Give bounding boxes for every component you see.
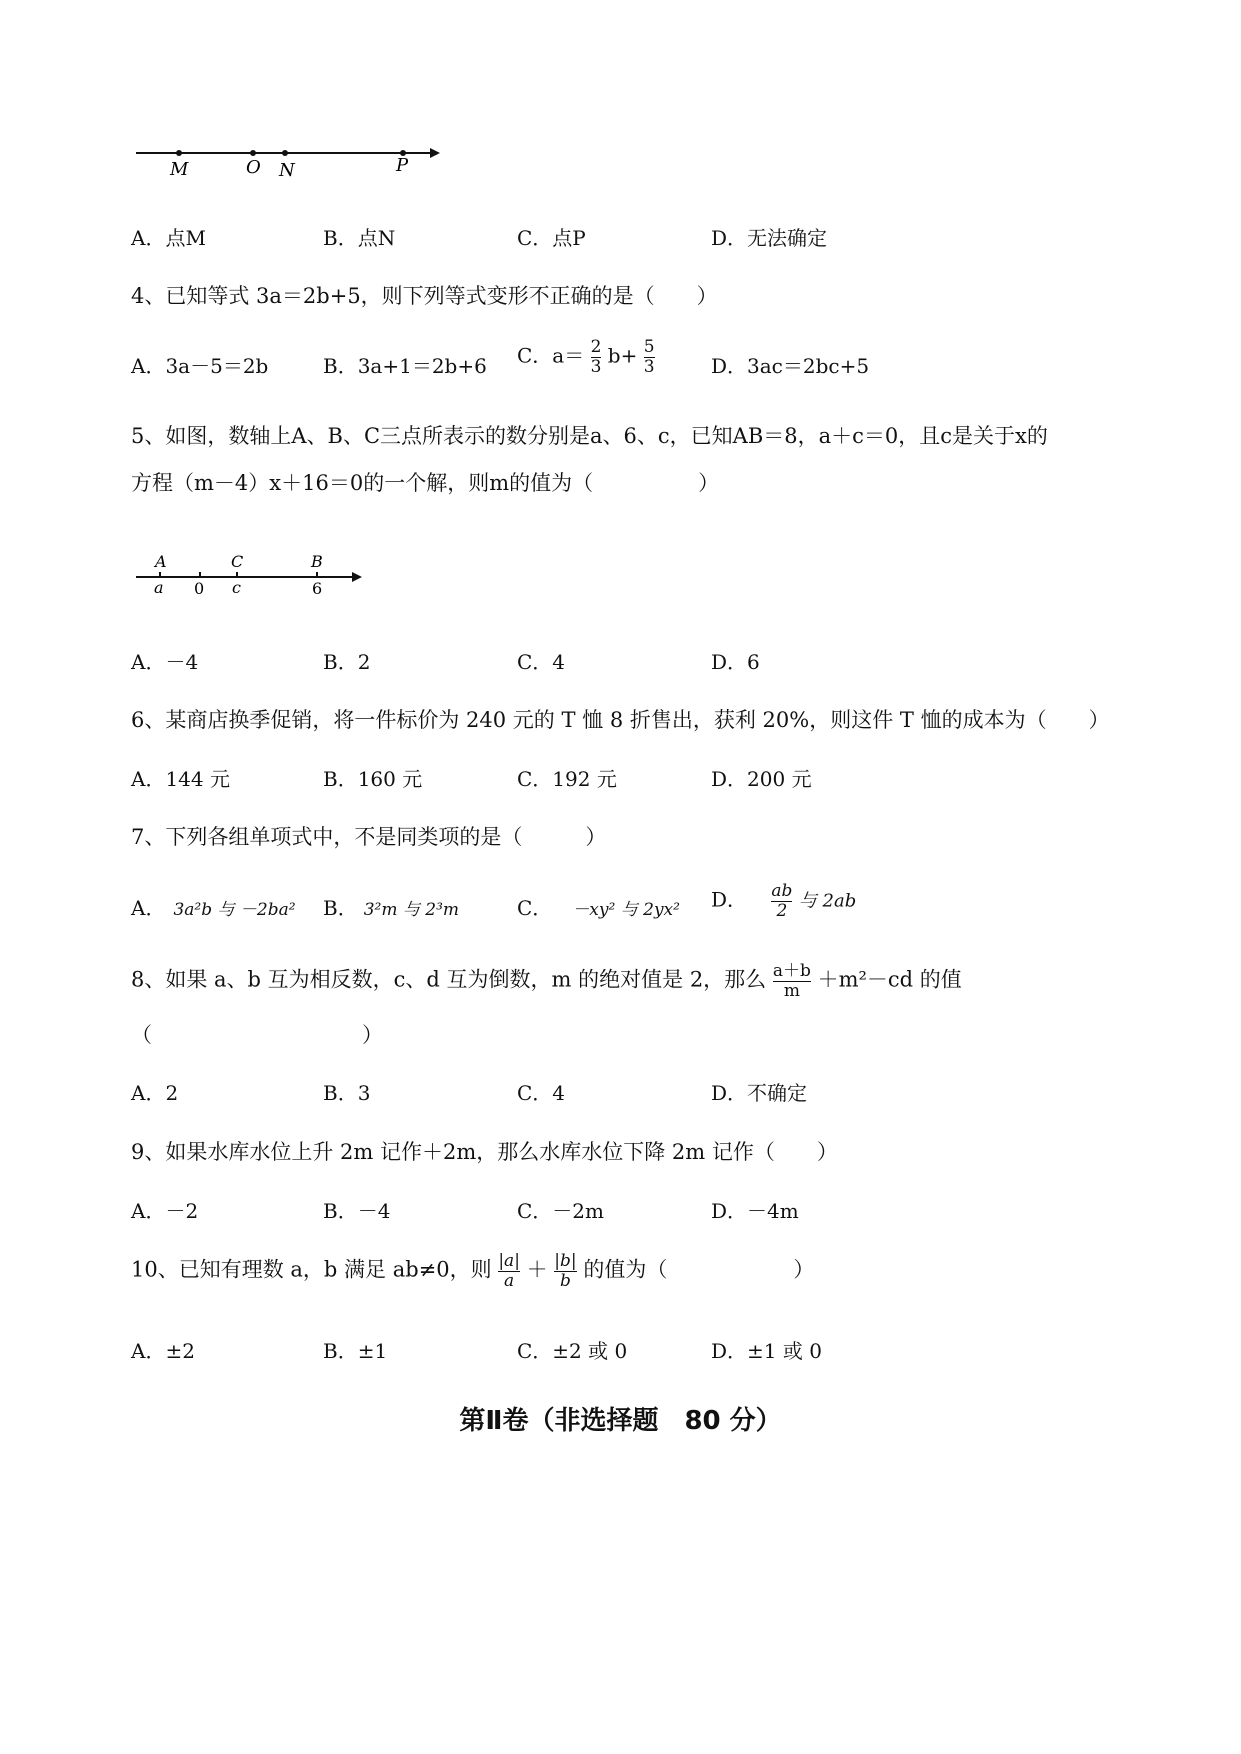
- q6-option-a: A．144 元: [131, 767, 230, 791]
- q4-option-c-mid: b+: [607, 343, 638, 368]
- q7-option-d-rest: 与 2ab: [798, 890, 857, 912]
- q5-stem-line2: 方程（m－4）x＋16＝0的一个解，则m的值为（ ）: [131, 471, 720, 495]
- q10-plus: ＋: [526, 1257, 548, 1282]
- q7-option-d: D． $\frac{ab}{2}$ 与 2ab: [711, 881, 857, 921]
- q8-option-a: A．2: [131, 1081, 179, 1105]
- fig-label-c-lower: c: [232, 578, 241, 597]
- q8-stem-pre: 8、如果 a、b 互为相反数，c、d 互为倒数，m 的绝对值是 2，那么: [131, 967, 767, 992]
- fig-label-zero: 0: [194, 579, 205, 598]
- q6-option-b: B．160 元: [323, 767, 423, 791]
- q8-option-c: C．4: [517, 1081, 566, 1105]
- q3-option-a: A．点M: [131, 226, 206, 250]
- q5-option-b: B．2: [323, 650, 371, 674]
- q10-frac-b: $\frac{|b|}{b}$: [554, 1251, 577, 1291]
- q10-option-d: D．±1 或 0: [711, 1339, 822, 1363]
- q4-option-b: B．3a+1＝2b+6: [323, 354, 487, 378]
- fig-label-a-upper: A: [155, 552, 167, 571]
- q9-option-c: C．－2m: [517, 1199, 604, 1223]
- fig-label-c-upper: C: [231, 552, 244, 571]
- q4-stem: 4、已知等式 3a＝2b+5，则下列等式变形不正确的是（ ）: [131, 284, 718, 308]
- q9-stem: 9、如果水库水位上升 2m 记作＋2m，那么水库水位下降 2m 记作（ ）: [131, 1140, 838, 1164]
- q5-stem-line1: 5、如图，数轴上A、B、C三点所表示的数分别是a、6、c，已知AB＝8，a＋c＝0，且c是关于x的: [131, 424, 1048, 448]
- q3-option-d: D．无法确定: [711, 226, 828, 250]
- number-line-figure-acb: [130, 550, 370, 600]
- q5-option-c: C．4: [517, 650, 566, 674]
- q4-option-c-frac1: $\frac{2}{3}$: [590, 337, 602, 377]
- q8-option-d: D．不确定: [711, 1081, 808, 1105]
- q7-option-b-expr: 3²m 与 2³m: [363, 900, 460, 920]
- q5-option-a: A．－4: [131, 650, 199, 674]
- q4-option-c-frac2: $\frac{5}{3}$: [643, 337, 655, 377]
- q6-stem: 6、某商店换季促销，将一件标价为 240 元的 T 恤 8 折售出，获利 20%，则这件 T 恤的成本为（ ）: [131, 708, 1110, 732]
- q8-fraction: $\frac{a+b}{m}$: [772, 961, 811, 1001]
- q10-stem-pre: 10、已知有理数 a，b 满足 ab≠0，则: [131, 1257, 492, 1282]
- point-label-m: M: [170, 159, 189, 180]
- q8-option-b: B．3: [323, 1081, 371, 1105]
- q8-stem: [131, 962, 962, 1000]
- q7-option-d-frac: $\frac{ab}{2}$: [771, 881, 793, 921]
- fig-label-six: 6: [312, 579, 323, 598]
- fig-label-a-lower: a: [154, 578, 164, 597]
- q7-option-b: B． 3²m 与 2³m: [323, 896, 460, 920]
- q10-option-a: A．±2: [131, 1339, 195, 1363]
- q7-option-c-expr: －xy² 与 2yx²: [572, 900, 680, 920]
- fig-label-b-upper: B: [311, 552, 323, 571]
- point-label-p: P: [396, 155, 409, 176]
- q10-frac-a: $\frac{|a|}{a}$: [498, 1251, 520, 1291]
- q9-option-b: B．－4: [323, 1199, 391, 1223]
- q3-option-c: C．点P: [517, 226, 586, 250]
- q9-option-d: D．－4m: [711, 1199, 799, 1223]
- q4-option-a: A．3a－5＝2b: [131, 354, 269, 378]
- q6-option-d: D．200 元: [711, 767, 812, 791]
- q4-option-d: D．3ac＝2bc+5: [711, 354, 870, 378]
- q6-option-c: C．192 元: [517, 767, 617, 791]
- q4-option-c: [517, 338, 655, 376]
- q4-option-c-label: C．a＝: [517, 343, 585, 368]
- section-title: 第Ⅱ卷（非选择题 80 分）: [459, 1406, 782, 1436]
- q7-option-a: A． 3a²b 与 －2ba²: [131, 896, 296, 920]
- q7-option-a-expr: 3a²b 与 －2ba²: [173, 900, 296, 920]
- number-line-figure-mop: [130, 140, 450, 190]
- q7-stem: 7、下列各组单项式中，不是同类项的是（ ）: [131, 825, 607, 849]
- q10-option-c: C．±2 或 0: [517, 1339, 628, 1363]
- q8-stem-line2: （ ）: [131, 1023, 383, 1047]
- q10-stem-post: 的值为（ ）: [583, 1257, 815, 1282]
- point-label-n: N: [279, 160, 295, 181]
- point-label-o: O: [246, 157, 261, 178]
- q10-option-b: B．±1: [323, 1339, 388, 1363]
- q5-option-d: D．6: [711, 650, 760, 674]
- q3-option-b: B．点N: [323, 226, 396, 250]
- q9-option-a: A．－2: [131, 1199, 199, 1223]
- q7-option-c: C． －xy² 与 2yx²: [517, 896, 680, 920]
- q10-stem: [131, 1252, 814, 1290]
- q8-stem-post: ＋m²－cd 的值: [817, 967, 962, 992]
